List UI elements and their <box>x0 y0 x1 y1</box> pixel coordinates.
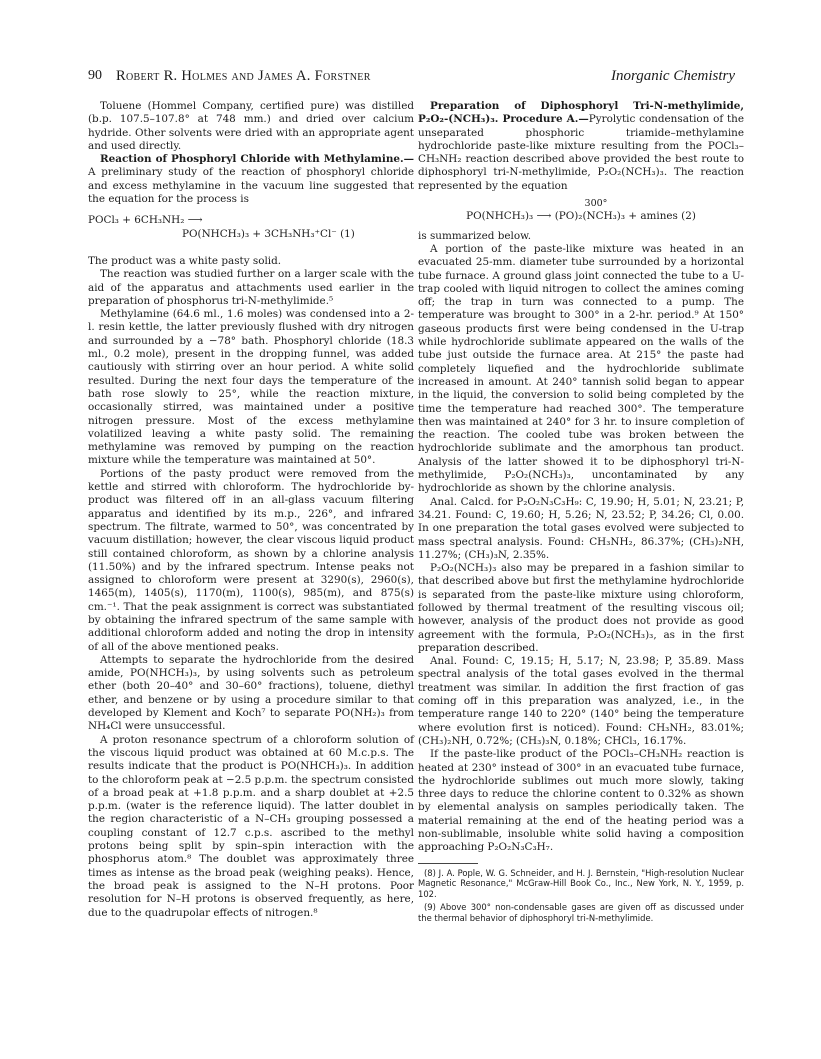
left-column <box>88 100 414 920</box>
paragraph: Attempts to separate the hydrochloride from the desired amide, PO(NHCH₃)₃, by using solvents such as petroleum ether (both 20–40° and 30–60° fractions), toluene, diethyl ether, and benzene or by using a procedure similar to that developed by Klement and Koch⁷ to separate PO(NH₂)₃ from NH₄Cl were unsuccessful. <box>88 653 414 733</box>
equation-line: POCl₃ + 6CH₃NH₂ ⟶ <box>88 214 203 227</box>
paragraph: Portions of the pasty product were removed from the kettle and stirred with chloroform. The hydrochloride by-product was filtered off in an all-glass vacuum filtering apparatus and identified by its m.p., 226°, and infrared spectrum. The filtrate, warmed to 50°, was concentrated by vacuum distillation; however, the clear viscous liquid product still contained chloroform, as shown by a chlorine analysis (11.50%) and by the infrared spectrum. Intense peaks not assigned to chloroform were present at 3290(s), 2960(s), 1465(m), 1405(s), 1170(m), 1100(s), 985(m), and 875(s) cm.⁻¹. That the peak assignment is correct was substantiated by obtaining the infrared spectrum of the same sample with additional chloroform added and noting the drop in intensity of all of the above mentioned peaks. <box>88 467 414 653</box>
paragraph: is summarized below. <box>418 229 532 242</box>
equation-line: PO(NHCH₃)₃ ⟶ (PO)₂(NCH₃)₃ + amines (2) <box>466 210 696 223</box>
paragraph: P₂O₂(NCH₃)₃ also may be prepared in a fashion similar to that described above but first the methylamine hydrochloride is separated from the paste-like mixture using chloroform, followed by thermal treatment of the resulting viscous oil; however, analysis of the product does not provide as good agreement with the formula, P₂O₂(NCH₃)₃, as in the first preparation described. <box>418 562 744 654</box>
page-number: 90 <box>88 68 102 83</box>
section-heading: Reaction of Phosphoryl Chloride with Methylamine.— <box>100 153 414 166</box>
paragraph: Reaction of Phosphoryl Chloride with Methylamine.—A preliminary study of the reaction of phosphoryl chloride and excess methylamine in the vacuum line suggested that the equation for the process is <box>88 153 414 206</box>
footnote: (8) J. A. Pople, W. G. Schneider, and H. J. Bernstein, "High-resolution Nuclear Magnetic Resonance," McGraw-Hill Book Co., Inc., New York, N. Y., 1959, p. 102. <box>418 867 744 899</box>
equation-line: PO(NHCH₃)₃ + 3CH₃NH₃⁺Cl⁻ (1) <box>182 227 355 240</box>
paragraph: If the paste-like product of the POCl₃–CH₃NH₂ reaction is heated at 230° instead of 300° in an evacuated tube furnace, the hydrochloride sublimes out much more slowly, taking three days to reduce the chlorine content to 0.32% as shown by elemental analysis on samples periodically taken. The material remaining at the end of the heating period was a non-sublimable, insoluble white solid having a composition approaching P₂O₂N₃C₃H₇. <box>418 748 744 854</box>
paragraph: A proton resonance spectrum of a chloroform solution of the viscous liquid product was obtained at 60 M.c.p.s. The results indicate that the product is PO(NHCH₃)₃. In addition to the chloroform peak at −2.5 p.p.m. the spectrum consisted of a broad peak at +1.8 p.p.m. and a sharp doublet at +2.5 p.p.m. (water is the reference liquid). The latter doublet in the region characteristic of a N–CH₃ grouping possessed a coupling constant of 12.7 c.p.s. ascribed to the methyl protons being split by spin–spin interaction with the phosphorus atom.⁸ The doublet was approximately three times as intense as the broad peak (weighing peaks). Hence, the broad peak is assigned to the N–H protons. Poor resolution for N–H protons is observed frequently, as here, due to the quadrupolar effects of nitrogen.⁸ <box>88 733 414 919</box>
paragraph: The product was a white pasty solid. <box>88 254 282 267</box>
equation-1 <box>88 214 414 241</box>
running-head-authors: Robert R. Holmes and James A. Forstner <box>116 68 371 84</box>
footnote-rule <box>418 863 478 864</box>
paragraph: Anal. Found: C, 19.15; H, 5.17; N, 23.98; P, 35.89. Mass spectral analysis of the total gases evolved in the thermal treatment was similar. In addition the first fraction of gas coming off in this preparation was analyzed, i.e., in the temperature range 140 to 220° (140° being the temperature where evolution first is noticed). Found: CH₃NH₂, 83.01%; (CH₃)₂NH, 0.72%; (CH₃)₃N, 0.18%; CHCl₃, 16.17%. <box>418 655 744 747</box>
paragraph: The reaction was studied further on a larger scale with the aid of the apparatus and attachments used earlier in the preparation of phosphorus tri-N-methylimide.⁵ <box>88 268 414 307</box>
paragraph: Preparation of Diphosphoryl Tri-N-methylimide, P₂O₂-(NCH₃)₃. Procedure A.—Pyrolytic condensation of the unseparated phosphoric triamide–methylamine hydrochloride paste-like mixture resulting from the POCl₃–CH₃NH₂ reaction described above provided the best route to diphosphoryl tri-N-methylimide, P₂O₂(NCH₃)₃. The reaction represented by the equation <box>418 100 744 192</box>
equation-condition: 300° <box>584 198 608 210</box>
paragraph: Methylamine (64.6 ml., 1.6 moles) was condensed into a 2-l. resin kettle, the latter previously flushed with dry nitrogen and surrounded by a −78° bath. Phosphoryl chloride (18.3 ml., 0.2 mole), present in the dropping funnel, was added cautiously with stirring over an hour period. A white solid resulted. During the next four days the temperature of the bath rose slowly to 25°, while the reaction mixture, occasionally stirred, was maintained under a positive nitrogen pressure. Most of the excess methylamine volatilized leaving a white pasty solid. The remaining methylamine was removed by pumping on the reaction mixture while the temperature was maintained at 50°. <box>88 308 414 467</box>
footnote: (9) Above 300° non-condensable gases are given off as discussed under the thermal behavior of diphosphoryl tri-N-methylimide. <box>418 902 744 923</box>
section-heading: Preparation of Diphosphoryl Tri-N-methylimide, P₂O₂-(NCH₃)₃. Procedure A.— <box>418 100 744 126</box>
paragraph: Toluene (Hommel Company, certified pure) was distilled (b.p. 107.5–107.8° at 748 mm.) and dried over calcium hydride. Other solvents were dried with an appropriate agent and used directly. <box>88 100 414 152</box>
paragraph: A portion of the paste-like mixture was heated in an evacuated 25-mm. diameter tube surrounded by a horizontal tube furnace. A ground glass joint connected the tube to a U-trap cooled with liquid nitrogen to collect the amines coming off; the trap in turn was connected to a pump. The temperature was brought to 300° in a 2-hr. period.⁹ At 150° gaseous products first were being condensed in the U-trap while hydrochloride sublimate appeared on the walls of the tube just outside the furnace area. At 215° the paste had completely liquefied and the hydrochloride sublimate increased in amount. At 240° tannish solid began to appear in the liquid, the conversion to solid being completed by the time the temperature had reached 300°. The temperature then was maintained at 240° for 3 hr. to insure completion of the reaction. The cooled tube was broken between the hydrochloride sublimate and the amorphous tan product. Analysis of the latter showed it to be diphosphoryl tri-N-methylimide, P₂O₂(NCH₃)₃, uncontaminated by any hydrochloride as shown by the chlorine analysis. <box>418 242 744 495</box>
right-column <box>418 100 744 927</box>
paragraph: Anal. Calcd. for P₂O₂N₃C₃H₉: C, 19.90; H, 5.01; N, 23.21; P, 34.21. Found: C, 19.60; H, 5.26; N, 23.52; P, 34.26; Cl, 0.00. In one preparation the total gases evolved were subjected to mass spectral analysis. Found: CH₃NH₂, 86.37%; (CH₃)₂NH, 11.27%; (CH₃)₃N, 2.35%. <box>418 495 744 561</box>
running-head-journal: Inorganic Chemistry <box>610 68 735 84</box>
equation-2 <box>418 197 744 224</box>
